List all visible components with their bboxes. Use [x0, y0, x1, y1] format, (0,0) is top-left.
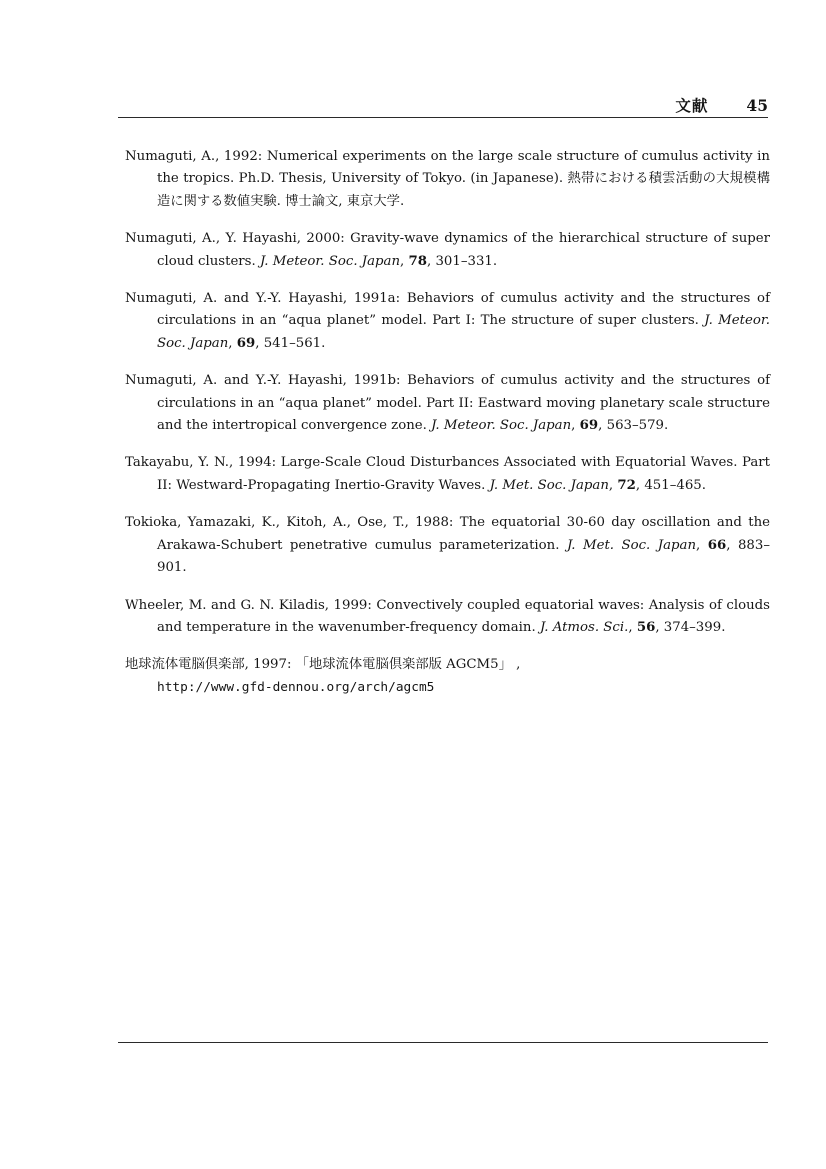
header-page-number: 45: [746, 96, 768, 115]
reference-segment: ,: [696, 537, 708, 553]
page-header: [118, 94, 768, 116]
reference-segment: Takayabu, Y. N., 1994: Large-Scale Cloud Disturbances Associated with Equatorial Waves. Part II: Westward-Propagating Inertio-Gravity Waves.: [125, 455, 770, 493]
reference-segment: J. Meteor. Soc. Japan: [431, 418, 572, 434]
reference-segment: ,: [228, 335, 237, 351]
reference-segment: , 451–465.: [635, 477, 706, 493]
reference-segment: J. Meteor. Soc. Japan: [259, 253, 401, 269]
reference-segment: J. Meteor. Soc. Japan: [157, 313, 771, 351]
reference-segment: ,: [628, 619, 637, 635]
reference-segment: , 883–901.: [157, 537, 771, 576]
reference-segment: Numaguti, A. and Y.-Y. Hayashi, 1991b: Behaviors of cumulus activity and the structures of circulations in an “aqua planet” model. Part II: Eastward moving planetary scale structure and the intertropical convergence zone.: [125, 373, 770, 434]
reference-segment: 72: [617, 477, 636, 493]
reference-entry: [125, 146, 770, 213]
reference-segment: 66: [707, 537, 727, 553]
reference-segment: ,: [608, 477, 618, 493]
header-rule: [118, 117, 768, 118]
reference-list: [125, 146, 770, 714]
reference-segment: 69: [579, 418, 599, 434]
reference-segment: 69: [236, 335, 256, 351]
reference-segment: Wheeler, M. and G. N. Kiladis, 1999: Convectively coupled equatorial waves: Analysis of clouds and temperature in the wavenumber-frequency domain.: [125, 597, 770, 635]
reference-entry: [125, 288, 770, 355]
reference-segment: , 563–579.: [598, 418, 669, 434]
reference-segment: , 541–561.: [255, 335, 326, 351]
reference-segment: Numaguti, A., Y. Hayashi, 2000: Gravity-wave dynamics of the hierarchical structure of super cloud clusters.: [125, 231, 770, 269]
reference-segment: 56: [636, 619, 656, 635]
reference-segment: J. Met. Soc. Japan: [489, 477, 609, 493]
reference-entry: [125, 654, 770, 699]
reference-segment: J. Atmos. Sci.: [539, 619, 629, 635]
reference-segment: , 374–399.: [655, 619, 726, 635]
reference-segment: 78: [408, 253, 428, 269]
reference-segment: J. Met. Soc. Japan: [566, 537, 697, 553]
header-section-title: 文献: [675, 97, 709, 115]
reference-entry: [125, 512, 770, 579]
reference-segment: , 301–331.: [427, 253, 498, 269]
reference-segment: Tokioka, Yamazaki, K., Kitoh, A., Ose, T., 1988: The equatorial 30-60 day oscillation and the Arakawa-Schubert penetrative cumulus parameterization.: [125, 515, 770, 553]
reference-segment: ,: [400, 253, 409, 269]
reference-entry: [125, 370, 770, 437]
reference-entry: [125, 595, 770, 640]
reference-segment: Numaguti, A., 1992: Numerical experiments on the large scale structure of cumulus activity in the tropics. Ph.D. Thesis, University of Tokyo. (in Japanese). 熱帯における積雲活動の大規模構造に関する数値実験. 博士論文, 東京大学.: [125, 149, 770, 209]
reference-segment: Numaguti, A. and Y.-Y. Hayashi, 1991a: Behaviors of cumulus activity and the structures of circulations in an “aqua planet” model. Part I: The structure of super clusters.: [125, 291, 770, 329]
reference-segment: http://www.gfd-dennou.org/arch/agcm5: [157, 679, 435, 695]
reference-entry: [125, 228, 770, 273]
reference-segment: 地球流体電脳倶楽部, 1997: 「地球流体電脳倶楽部版 AGCM5」 ,: [125, 657, 521, 673]
footer-rule: [118, 1042, 768, 1043]
reference-segment: ,: [571, 418, 580, 434]
reference-entry: [125, 452, 770, 497]
